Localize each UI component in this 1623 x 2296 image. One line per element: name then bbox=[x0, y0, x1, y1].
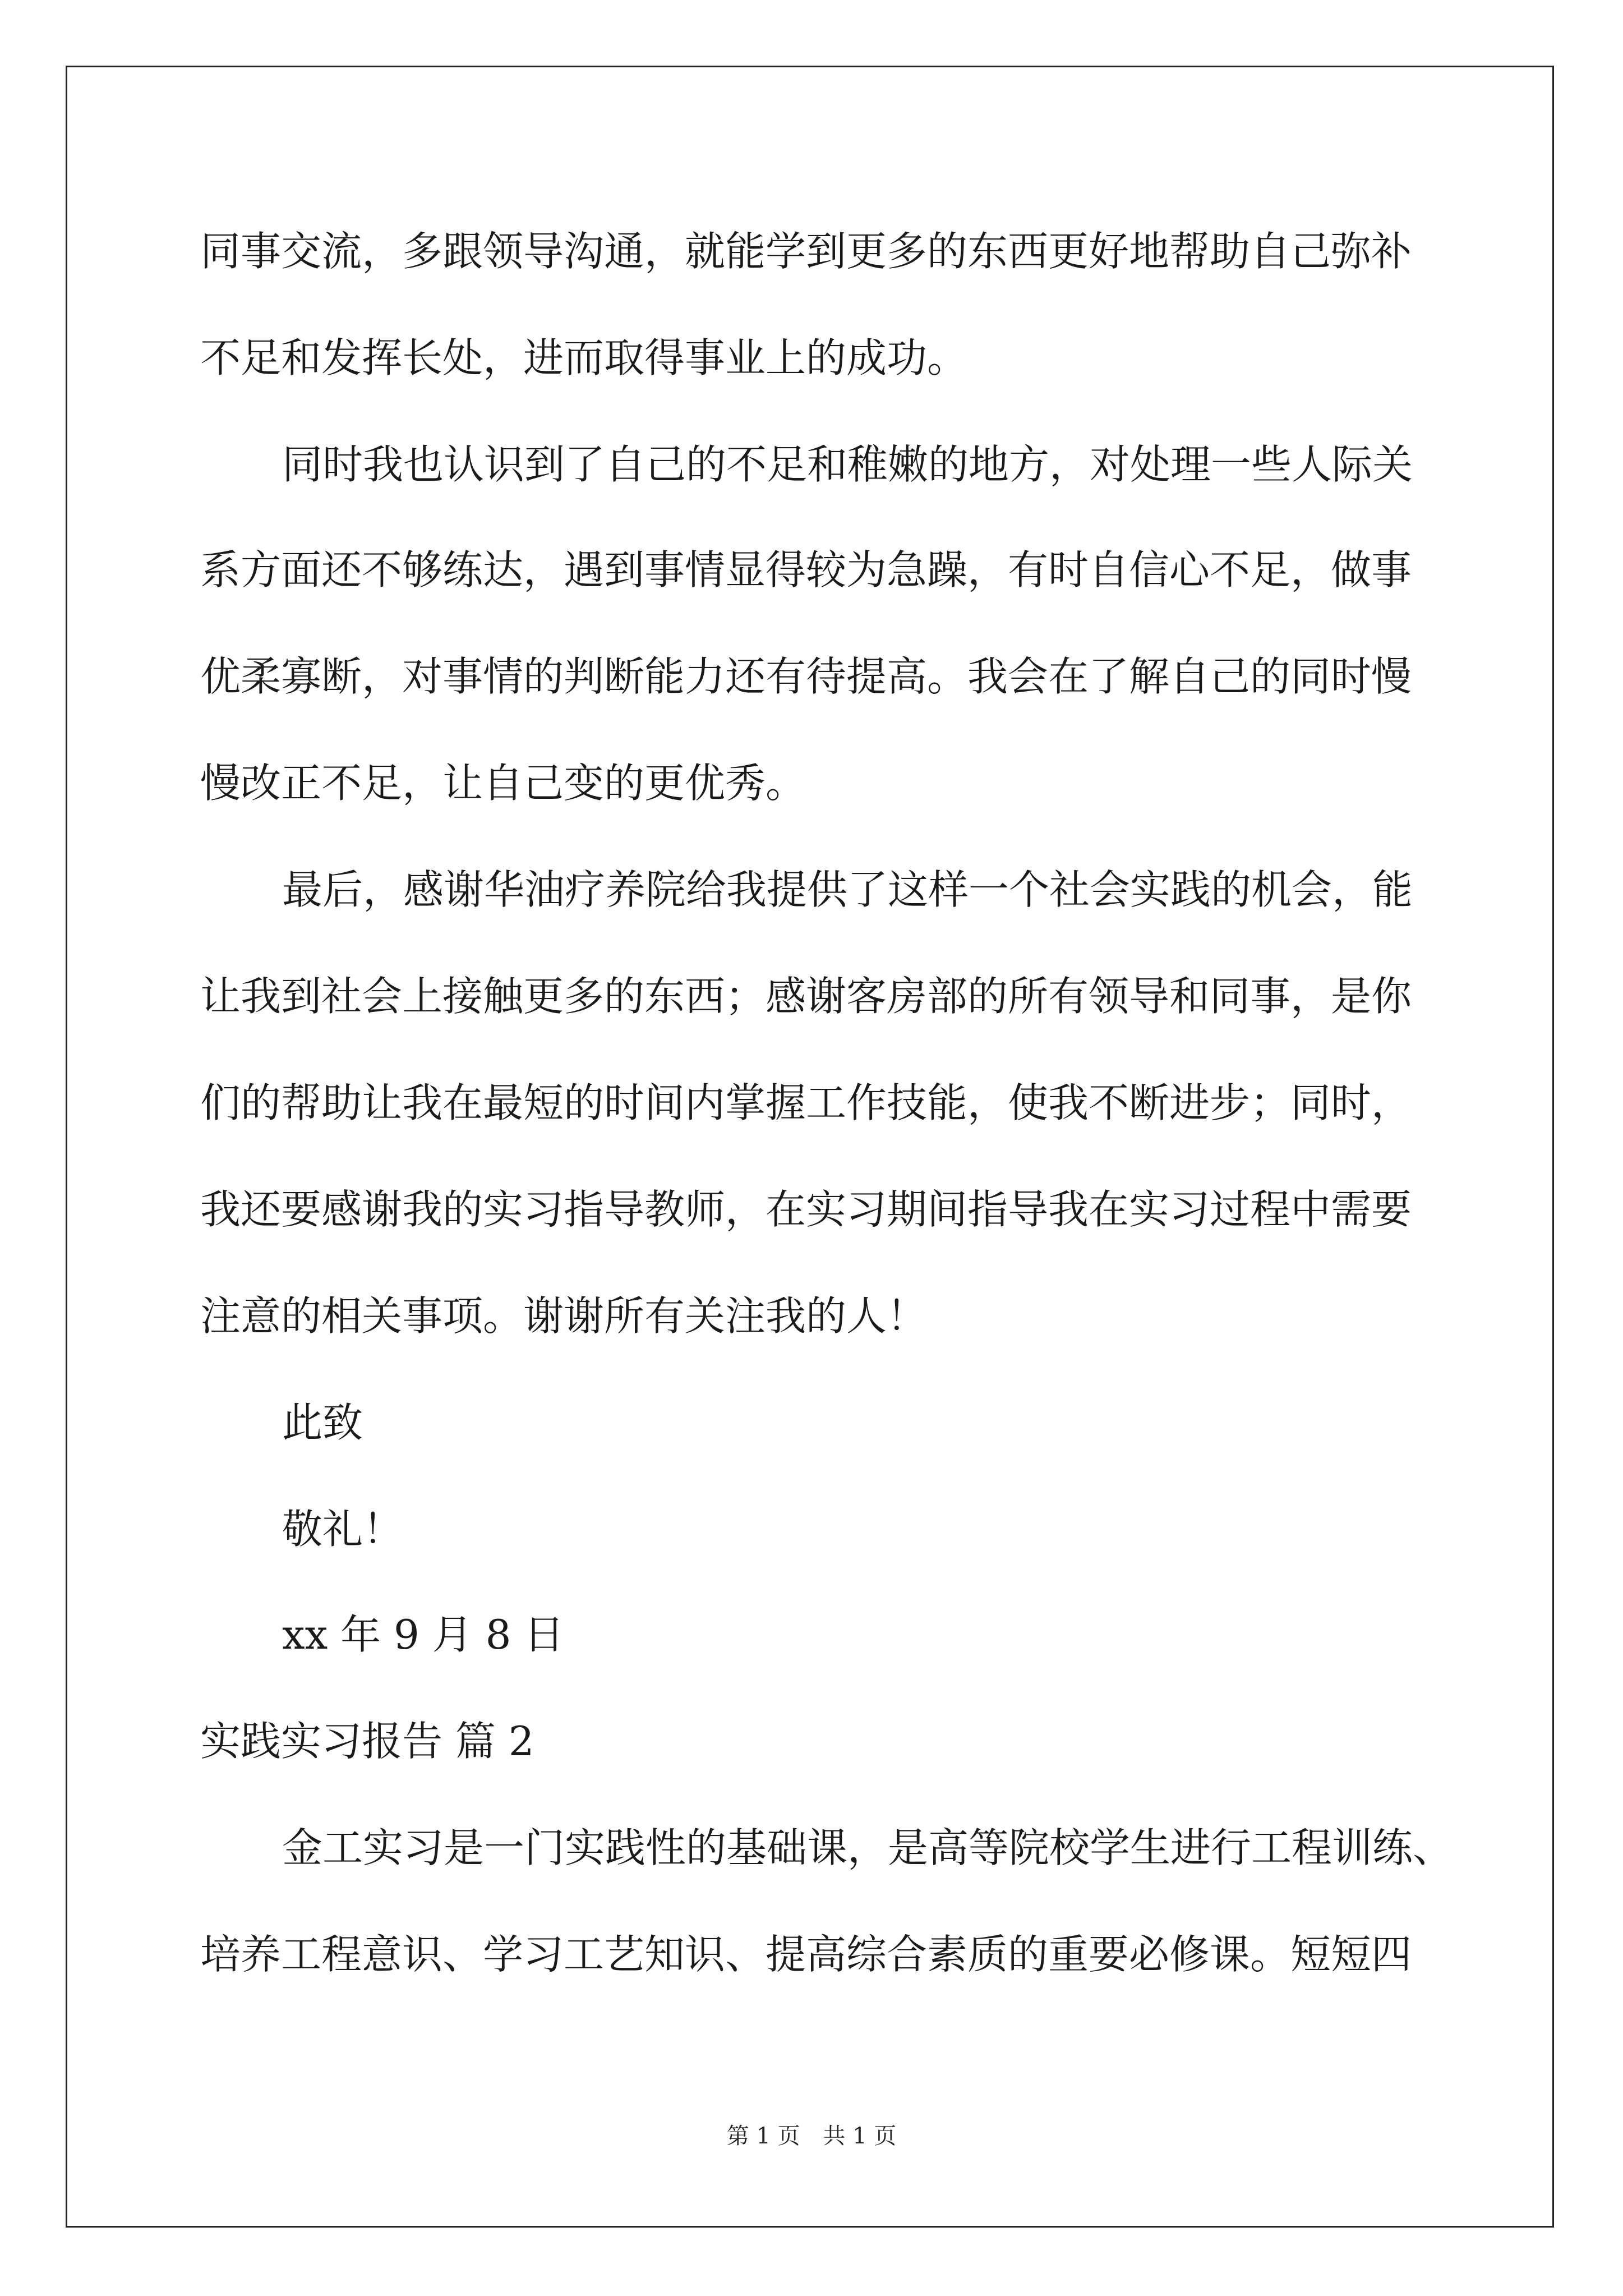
body-line: 们的帮助让我在最短的时间内掌握工作技能，使我不断进步；同时， bbox=[200, 1079, 1412, 1126]
body-line: 最后，感谢华油疗养院给我提供了这样一个社会实践的机会，能 bbox=[282, 866, 1413, 913]
page-border bbox=[66, 66, 1554, 2228]
body-line: 慢改正不足，让自己变的更优秀。 bbox=[200, 760, 806, 807]
page-number: 第 1 页 bbox=[726, 2123, 800, 2149]
body-line: 优柔寡断，对事情的判断能力还有待提高。我会在了解自己的同时慢 bbox=[200, 653, 1412, 700]
body-line: 培养工程意识、学习工艺知识、提高综合素质的重要必修课。短短四 bbox=[200, 1931, 1412, 1978]
section-title: 实践实习报告 篇 2 bbox=[200, 1718, 534, 1765]
body-line: 我还要感谢我的实习指导教师，在实习期间指导我在实习过程中需要 bbox=[200, 1186, 1412, 1233]
closing-date: xx 年 9 月 8 日 bbox=[282, 1611, 565, 1658]
body-line: 让我到社会上接触更多的东西；感谢客房部的所有领导和同事，是你 bbox=[200, 973, 1412, 1020]
body-line: 同时我也认识到了自己的不足和稚嫩的地方，对处理一些人际关 bbox=[282, 441, 1413, 488]
page-total: 共 1 页 bbox=[823, 2123, 897, 2149]
body-line: 同事交流，多跟领导沟通，就能学到更多的东西更好地帮助自己弥补 bbox=[200, 228, 1412, 275]
page-footer bbox=[0, 2118, 1623, 2150]
body-line: 系方面还不够练达，遇到事情显得较为急躁，有时自信心不足，做事 bbox=[200, 546, 1412, 593]
closing-salutation: 此致 bbox=[282, 1399, 363, 1446]
body-line: 金工实习是一门实践性的基础课，是高等院校学生进行工程训练、 bbox=[282, 1824, 1454, 1871]
body-line: 不足和发挥长处，进而取得事业上的成功。 bbox=[200, 334, 968, 381]
body-line: 注意的相关事项。谢谢所有关注我的人！ bbox=[200, 1292, 928, 1340]
closing-regards: 敬礼！ bbox=[282, 1506, 404, 1553]
